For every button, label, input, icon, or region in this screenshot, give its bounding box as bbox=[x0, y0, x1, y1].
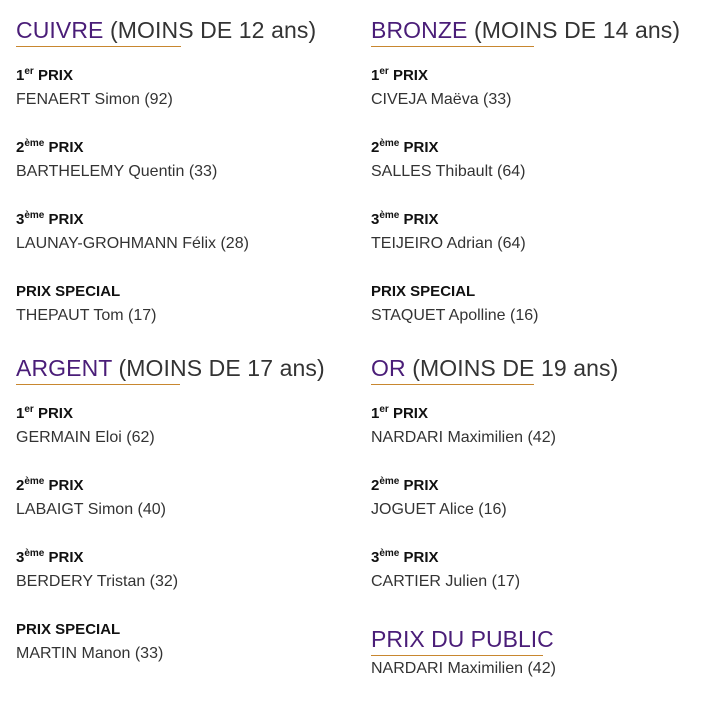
prize-title: 2ème PRIX bbox=[16, 476, 84, 494]
prize-winner: MARTIN Manon (33) bbox=[16, 645, 164, 662]
age-range: (MOINS DE 12 ans) bbox=[110, 17, 317, 43]
prize-title: 3ème PRIX bbox=[16, 210, 84, 228]
prize-title: 1er PRIX bbox=[16, 404, 73, 422]
section-cuivre bbox=[16, 16, 346, 324]
prize-winner: LAUNAY-GROHMANN Félix (28) bbox=[16, 235, 249, 252]
category-name: CUIVRE bbox=[16, 17, 104, 43]
prize-entry bbox=[16, 283, 156, 326]
prize-winner: GERMAIN Eloi (62) bbox=[16, 429, 155, 446]
prize-entry bbox=[16, 211, 249, 254]
prize-winner: NARDARI Maximilien (42) bbox=[371, 429, 556, 446]
heading-underline bbox=[371, 46, 534, 47]
prize-winner: THEPAUT Tom (17) bbox=[16, 307, 157, 324]
public-prize bbox=[371, 625, 556, 679]
category-name: OR bbox=[371, 355, 406, 381]
category-name: ARGENT bbox=[16, 355, 113, 381]
category-name: BRONZE bbox=[371, 17, 468, 43]
heading-underline bbox=[371, 384, 534, 385]
prize-title: 1er PRIX bbox=[371, 66, 428, 84]
prize-entry bbox=[371, 139, 525, 182]
prize-entry bbox=[371, 283, 538, 326]
prize-entry bbox=[371, 67, 512, 110]
prize-title: PRIX SPECIAL bbox=[16, 621, 121, 638]
prize-winner: LABAIGT Simon (40) bbox=[16, 501, 166, 518]
section-heading bbox=[371, 354, 618, 382]
prize-entry bbox=[16, 139, 217, 182]
prize-title: 3ème PRIX bbox=[371, 210, 439, 228]
prize-entry bbox=[16, 621, 163, 664]
prize-entry bbox=[371, 405, 556, 448]
age-range: (MOINS DE 14 ans) bbox=[473, 17, 681, 43]
prize-entry bbox=[16, 549, 178, 592]
public-prize-heading: PRIX DU PUBLIC bbox=[371, 625, 554, 653]
prize-entry bbox=[16, 405, 155, 448]
prize-winner: TEIJEIRO Adrian (64) bbox=[371, 235, 526, 252]
prize-entry bbox=[16, 67, 173, 110]
prize-entry bbox=[371, 549, 520, 592]
section-argent bbox=[16, 354, 346, 662]
prize-title: 3ème PRIX bbox=[371, 548, 439, 566]
heading-underline bbox=[16, 46, 181, 47]
prize-title: 1er PRIX bbox=[16, 66, 73, 84]
prize-title: PRIX SPECIAL bbox=[371, 283, 476, 300]
heading-underline bbox=[16, 384, 180, 385]
public-prize-winner: NARDARI Maximilien (42) bbox=[371, 660, 556, 677]
section-heading bbox=[16, 16, 316, 44]
section-or bbox=[371, 354, 701, 677]
section-heading bbox=[371, 16, 680, 44]
prize-winner: BARTHELEMY Quentin (33) bbox=[16, 163, 218, 180]
heading-underline bbox=[371, 655, 543, 656]
prize-winner: FENAERT Simon (92) bbox=[16, 91, 173, 108]
age-range: (MOINS DE 17 ans) bbox=[118, 355, 325, 381]
prize-winner: STAQUET Apolline (16) bbox=[371, 307, 539, 324]
section-heading bbox=[16, 354, 325, 382]
prize-entry bbox=[16, 477, 166, 520]
prize-winner: CIVEJA Maëva (33) bbox=[371, 91, 512, 108]
prize-winner: JOGUET Alice (16) bbox=[371, 501, 507, 518]
prize-title: 3ème PRIX bbox=[16, 548, 84, 566]
prize-title: 1er PRIX bbox=[371, 404, 428, 422]
prize-title: PRIX SPECIAL bbox=[16, 283, 121, 300]
age-range: (MOINS DE 19 ans) bbox=[412, 355, 619, 381]
prize-entry bbox=[371, 211, 526, 254]
prize-winner: CARTIER Julien (17) bbox=[371, 573, 521, 590]
prize-title: 2ème PRIX bbox=[371, 138, 439, 156]
section-bronze bbox=[371, 16, 701, 324]
prize-winner: BERDERY Tristan (32) bbox=[16, 573, 179, 590]
prize-title: 2ème PRIX bbox=[16, 138, 84, 156]
prize-title: 2ème PRIX bbox=[371, 476, 439, 494]
prize-entry bbox=[371, 477, 507, 520]
prize-winner: SALLES Thibault (64) bbox=[371, 163, 526, 180]
